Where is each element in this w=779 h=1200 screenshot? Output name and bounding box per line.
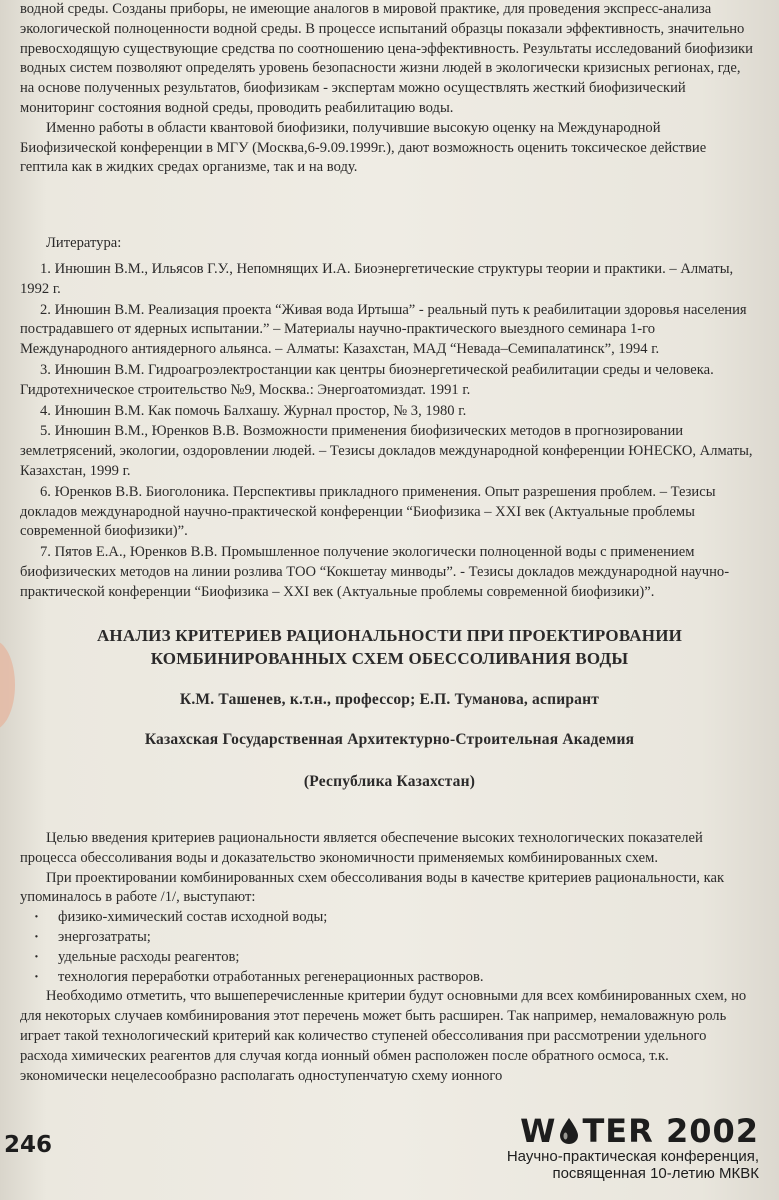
conference-line: Научно-практическая конференция,	[506, 1148, 759, 1165]
reference-item: 2. Инюшин В.М. Реализация проекта “Живая вода Иртыша” - реальный путь к реабилитации здоровья населения пострадавшего от ядерных испытании.” – Материалы научно-практического выездного семинара 1-го Международного антиядерного альянса. – Алматы: Казахстан, МАД “Невада–Семипалатинск”, 1994 г.	[20, 301, 747, 358]
article-authors: К.М. Ташенев, к.т.н., профессор; Е.П. Туманова, аспирант	[179, 691, 600, 708]
criteria-item	[20, 968, 756, 988]
literature-heading: Литература:	[46, 235, 122, 251]
criteria-item	[20, 948, 756, 968]
article-title-line: АНАЛИЗ КРИТЕРИЕВ РАЦИОНАЛЬНОСТИ ПРИ ПРОЕКТИРОВАНИИ	[96, 626, 683, 645]
article-affiliation: Казахская Государственная Архитектурно-Строительная Академия	[144, 731, 635, 748]
intro-paragraph: Именно работы в области квантовой биофизики, получившие высокую оценку на Международной Биофизической конференции в МГУ (Москва,6-9.09.1999г.), дают возможность оценить токсическое действие гептила как в жидких средах организме, так и на воду.	[20, 119, 707, 176]
intro-paragraph: водной среды. Созданы приборы, не имеющие аналогов в мировой практике, для проведения экспресс-анализа экологической полноценности водной среды. В процессе испытаний образцы показали эффективность, значительно превосходящую существующие средства по соотношению цена-эффективность. Результаты исследований биофизики водных систем позволяют определять уровень безопасности жизни людей в экологически кризисных регионах, где, на основе полученных результатов, биофизикам - экспертам можно осуществлять жесткий биофизический мониторинг состояния водной среды, проводить реабилитацию воды.	[20, 1, 753, 116]
body-paragraph: Необходимо отметить, что вышеперечисленные критерии будут основными для всех комбинированных схем, но для некоторых случаев комбинирования этот перечень может быть расширен. Так например, немаловажную роль играет такой технологический критерий как количество ступеней обессоливания при рассмотрении удельного расхода химических реагентов для случая когда ионный обмен расположен после обратного осмоса, т.к. экономически нецелесообразно располагать одноступенчатую схему ионного	[20, 988, 747, 1084]
article-title	[0, 624, 779, 670]
criteria-item-text: удельные расходы реагентов;	[58, 948, 240, 965]
reference-item: 7. Пятов Е.А., Юренков В.В. Промышленное получение экологически полноценной воды с применением биофизических методов на линии розлива ТОО “Кокшетау минводы”. - Тезисы докладов международной научно-практической конференции “Биофизика – XXI век (Актуальные проблемы современной биофизики)”.	[20, 544, 730, 600]
conference-line: посвященная 10-летию МКВК	[552, 1165, 759, 1182]
water-drop-icon	[558, 1117, 580, 1145]
criteria-item	[20, 908, 756, 928]
reference-list	[20, 260, 756, 604]
reference-item: 1. Инюшин В.М., Ильясов Г.У., Непомнящих И.А. Биоэнергетические структуры теории и практики. – Алматы, 1992 г.	[20, 261, 734, 297]
body-paragraph: Целью введения критериев рациональности является обеспечение высоких технологических показателей процесса обессоливания воды и доказательство экономичности применяемых комбинированных схем.	[20, 830, 703, 866]
article-body	[20, 829, 756, 1086]
reference-item: 3. Инюшин В.М. Гидроагроэлектростанции как центры биоэнергетической реабилитации среды и человека. Гидротехническое строительство №9, Москва.: Энергоатомиздат. 1991 г.	[20, 361, 714, 398]
page-number: 246	[4, 1132, 53, 1158]
intro-section	[20, 0, 756, 178]
reference-item: 5. Инюшин В.М., Юренков В.В. Возможности применения биофизических методов в прогнозировании землетрясений, экологии, оздоровлении людей. – Тезисы докладов международной конференции ЮНЕСКО, Алматы, Казахстан, 1999 г.	[20, 423, 753, 479]
body-paragraph: При проектировании комбинированных схем обессоливания воды в качестве критериев рациональности, как упоминалось в работе /1/, выступают:	[20, 869, 725, 906]
conference-footer	[507, 1114, 759, 1182]
criteria-item	[20, 928, 756, 948]
reference-item: 6. Юренков В.В. Биоголоника. Перспективы прикладного применения. Опыт разрешения проблем. – Тезисы докладов международной научно-практической конференции “Биофизика – XXI век (Актуальные проблемы современной биофизики)”.	[20, 483, 716, 540]
criteria-item-text: технология переработки отработанных регенерационных растворов.	[58, 968, 484, 985]
article-country: (Республика Казахстан)	[303, 773, 476, 790]
article-title-line: КОМБИНИРОВАННЫХ СХЕМ ОБЕССОЛИВАНИЯ ВОДЫ	[150, 649, 629, 668]
logo-text-left: W	[520, 1112, 557, 1150]
criteria-item-text: физико-химический состав исходной воды;	[58, 909, 328, 926]
criteria-item-text: энергозатраты;	[58, 928, 151, 945]
water-2002-logo	[507, 1114, 759, 1148]
reference-item: 4. Инюшин В.М. Как помочь Балхашу. Журнал простор, № 3, 1980 г.	[40, 402, 467, 419]
logo-text-right: TER 2002	[582, 1112, 759, 1150]
